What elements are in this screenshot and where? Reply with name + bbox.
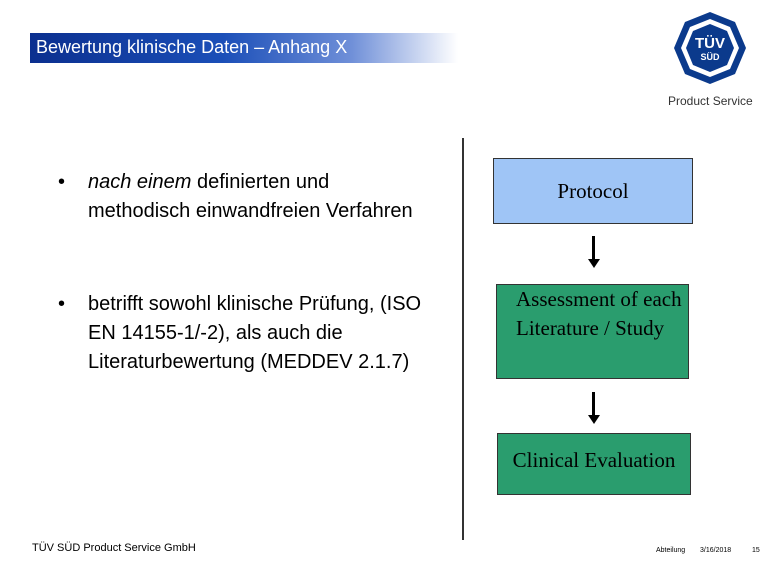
slide-title-bar [30, 33, 458, 63]
vertical-divider [462, 138, 464, 540]
bullet-dot-icon: • [58, 171, 66, 193]
clinical-evaluation-label: Clinical Evaluation [512, 448, 676, 472]
down-arrow-icon [588, 392, 600, 424]
clinical-evaluation-box [497, 433, 691, 495]
bullet-text-1 [88, 168, 428, 226]
footer-page-number: 15 [752, 547, 760, 554]
assessment-label: Assessment of each Literature / Study [516, 287, 682, 340]
down-arrow-icon [588, 236, 600, 268]
bullet-text-rest: definierten und methodisch einwandfreien Verfahren [88, 171, 413, 222]
svg-text:TÜV: TÜV [695, 35, 725, 52]
logo-caption: Product Service [668, 94, 753, 108]
footer-date: 3/16/2018 [700, 547, 732, 554]
svg-text:SÜD: SÜD [700, 52, 720, 62]
protocol-box [493, 158, 693, 224]
protocol-label: Protocol [557, 178, 629, 203]
slide-title: Bewertung klinische Daten – Anhang X [36, 37, 348, 57]
assessment-box [496, 284, 689, 379]
footer-company: TÜV SÜD Product Service GmbH [32, 542, 196, 554]
tuv-sud-logo-icon [672, 10, 748, 86]
bullet-emphasis: nach einem [88, 171, 192, 193]
bullet-dot-icon: • [58, 293, 66, 315]
footer-department: Abteilung [656, 547, 686, 554]
bullet-text-2: betrifft sowohl klinische Prüfung, (ISO EN 14155-1/-2), als auch die Literaturbewertung (MEDDEV 2.1.7) [88, 293, 422, 373]
